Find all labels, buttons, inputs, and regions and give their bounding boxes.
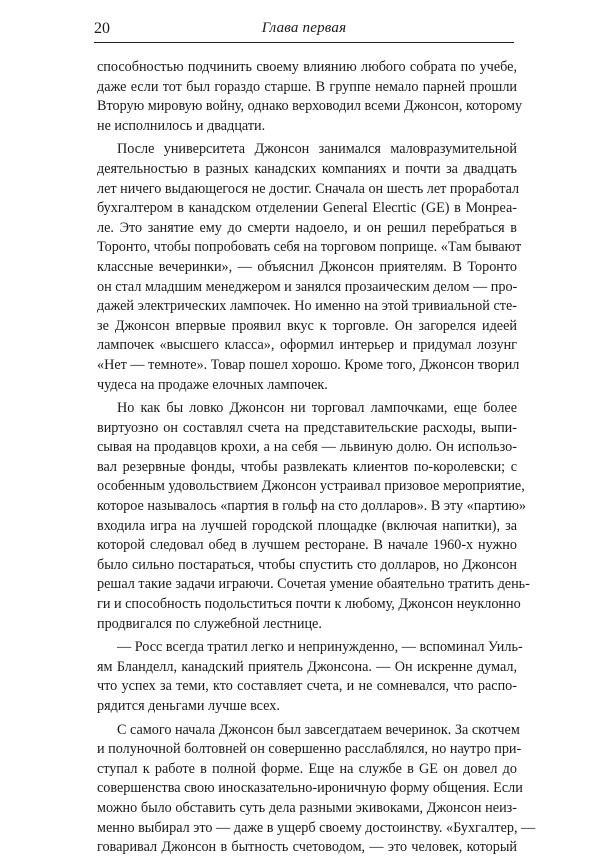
text-line: менно выбирал это — даже в ущерб своему достоинству. «Бухгалтер, — xyxy=(97,819,536,836)
text-line: способностью подчинить своему влиянию любого собрата по учебе, xyxy=(97,59,517,75)
page-header xyxy=(94,18,514,43)
text-line: деятельностью в разных канадских компаниях и почти за двадцать xyxy=(97,160,517,177)
running-head: Глава первая xyxy=(261,20,347,36)
text-line: он стал младшим менеджером и занялся прозаическим делом — про- xyxy=(97,278,518,295)
page-number: 20 xyxy=(94,20,110,37)
text-line: решал такие задачи играючи. Сочетая умение обаятельно тратить день- xyxy=(97,576,530,593)
text-line: виртуозно он составлял счета на представительские расходы, выпи- xyxy=(97,419,517,436)
text-line: не исполнилось и двадцати. xyxy=(97,117,266,134)
text-line: «Нет — темноте». Товар пошел хорошо. Кроме того, Джонсон творил xyxy=(97,356,520,373)
text-line: бухгалтером в канадском отделении General Elecrtic (GE) в Монреа- xyxy=(97,200,517,217)
text-line: чудеса на продаже елочных лампочек. xyxy=(97,376,328,393)
text-line: классные вечеринки», — объяснил Джонсон приятелям. В Торонто xyxy=(97,258,517,275)
paragraph-2 xyxy=(97,140,522,395)
text-line: ги и способность подольститься почти к любому, Джонсон неуклонно xyxy=(97,596,521,613)
text-line: говаривал Джонсон в бытность счетоводом, — это человек, который xyxy=(97,839,517,856)
paragraph-4 xyxy=(97,638,523,716)
text-line: ступал к работе в полной форме. Еще на службе в GE он довел до xyxy=(97,760,517,777)
paragraph-1 xyxy=(97,58,523,136)
text-line: После университета Джонсон занимался маловразумительной xyxy=(117,141,517,158)
text-line: — Росс всегда тратил легко и непринужденно, — вспоминал Уиль- xyxy=(117,639,523,656)
text-line: ям Бланделл, канадский приятель Джонсона. — Он искренне думал, xyxy=(97,658,517,675)
text-line: сывая на продавцов крохи, а на себя — львиную долю. Он использо- xyxy=(97,439,517,456)
text-line: что успех за теми, кто составляет счета, и не сомневался, что распо- xyxy=(97,678,517,695)
text-line: которое называлось «партия в гольф на сто долларов». В эту «партию» xyxy=(97,498,527,515)
text-line: ле. Это занятие ему до смерти надоело, и он решил перебраться в xyxy=(97,219,517,236)
text-line: вал резервные фонды, чтобы развлекать клиентов по-королевски; с xyxy=(97,458,517,475)
paragraph-3 xyxy=(97,399,530,634)
text-line: дажей электрических лампочек. Но именно на этой тривиальной сте- xyxy=(97,298,517,315)
text-line: Вторую мировую войну, однако верховодил всеми Джонсон, которому xyxy=(97,98,523,115)
text-line: Торонто, чтобы попробовать себя на торговом поприще. «Там бывают xyxy=(97,239,522,256)
text-line: совершенства свою иносказательно-ироничную форму общения. Если xyxy=(97,780,523,797)
text-line: особенным удовольствием Джонсон устраивал призовое мероприятие, xyxy=(97,478,525,495)
text-line: которой следовал обед в лучшем ресторане. В начале 1960-х нужно xyxy=(97,537,517,554)
text-line: лампочек «высшего класса», оформил интерьер и придумал лозунг xyxy=(97,337,517,354)
text-line: С самого начала Джонсон был завсегдатаем вечеринок. За скотчем xyxy=(117,721,520,738)
paragraph-5 xyxy=(97,721,536,858)
text-line: входила игра на лучшей городской площадке (включая напитки), за xyxy=(97,517,517,534)
text-line: даже если тот был гораздо старше. В группе немало парней прошли xyxy=(97,78,517,95)
text-line: и полуночной болтовней он совершенно расслаблялся, но наутро при- xyxy=(97,741,522,758)
text-line: продвигался по служебной лестнице. xyxy=(97,615,322,632)
text-line: можно было обставить суть дела разными экивоками, Джонсон неиз- xyxy=(97,799,517,816)
body-text xyxy=(97,58,536,858)
text-line: Но как бы ловко Джонсон ни торговал лампочками, еще более xyxy=(117,400,517,417)
text-line: рядится деньгами лучше всех. xyxy=(97,698,280,714)
text-line: лет ничего выдающегося не достиг. Сначала он шесть лет проработал xyxy=(97,180,520,197)
text-line: было сильно постараться, чтобы спустить сто долларов, но Джонсон xyxy=(97,556,517,573)
text-line: зе Джонсон впервые проявил вкус к торговле. Он загорелся идеей xyxy=(97,317,517,334)
